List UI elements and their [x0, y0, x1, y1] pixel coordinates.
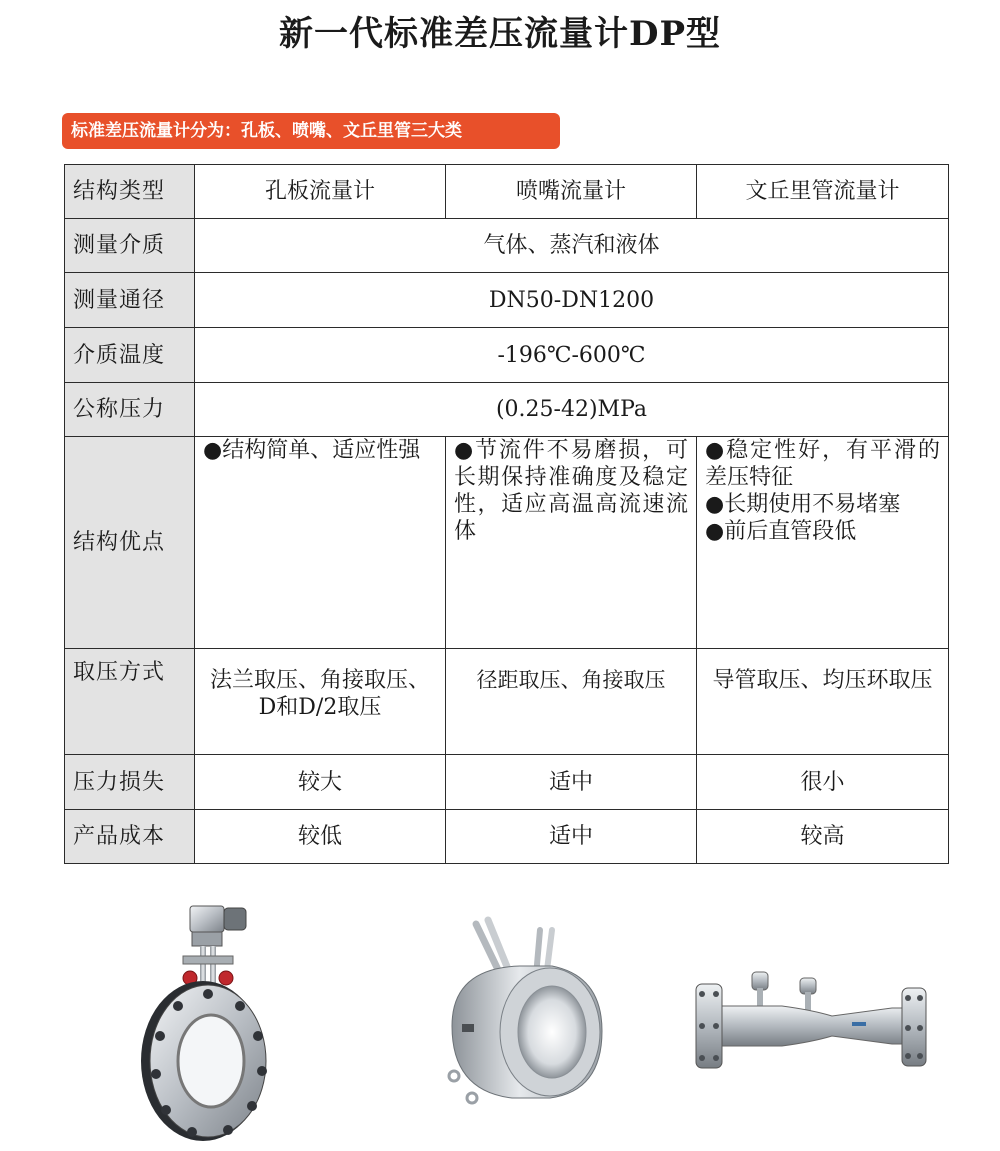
tapping-venturi: 导管取压、均压环取压 [697, 649, 949, 755]
diameter-value: DN50-DN1200 [195, 273, 949, 328]
cost-orifice: 较低 [195, 810, 446, 864]
table-row-cost [65, 810, 949, 864]
row-label-advantages: 结构优点 [65, 437, 195, 649]
col-header-nozzle: 喷嘴流量计 [446, 165, 697, 219]
venturi-flowmeter-photo [682, 964, 942, 1074]
nozzle-flowmeter-photo [432, 916, 612, 1116]
spec-table [64, 164, 949, 864]
cost-nozzle: 适中 [446, 810, 697, 864]
table-row-structure-type [65, 165, 949, 219]
row-label-medium: 测量介质 [65, 219, 195, 273]
row-label-diameter: 测量通径 [65, 273, 195, 328]
page-title: 新一代标准差压流量计DP型 [278, 14, 722, 54]
category-banner: 标准差压流量计分为：孔板、喷嘴、文丘里管三大类 [62, 113, 560, 149]
col-header-venturi: 文丘里管流量计 [697, 165, 949, 219]
table-row-advantages [65, 437, 949, 649]
table-row-medium [65, 219, 949, 273]
table-row-tapping [65, 649, 949, 755]
col-header-orifice: 孔板流量计 [195, 165, 446, 219]
advantage-nozzle: ●节流件不易磨损，可长期保持准确度及稳定性，适应高温高流速流体 [446, 437, 697, 649]
cost-venturi: 较高 [697, 810, 949, 864]
loss-orifice: 较大 [195, 755, 446, 810]
pressure-value: (0.25-42)MPa [195, 383, 949, 437]
table-row-diameter [65, 273, 949, 328]
orifice-flowmeter-photo [128, 896, 288, 1146]
temperature-value: -196℃-600℃ [195, 328, 949, 383]
medium-value: 气体、蒸汽和液体 [195, 219, 949, 273]
advantage-orifice: ●结构简单、适应性强 [195, 437, 446, 649]
loss-nozzle: 适中 [446, 755, 697, 810]
row-label-pressure: 公称压力 [65, 383, 195, 437]
row-label-cost: 产品成本 [65, 810, 195, 864]
table-row-temperature [65, 328, 949, 383]
loss-venturi: 很小 [697, 755, 949, 810]
row-label-tapping: 取压方式 [65, 649, 195, 755]
table-row-pressure [65, 383, 949, 437]
table-row-loss [65, 755, 949, 810]
advantage-venturi: ●稳定性好，有平滑的差压特征 ●长期使用不易堵塞 ●前后直管段低 [697, 437, 949, 649]
tapping-nozzle: 径距取压、角接取压 [446, 649, 697, 755]
row-label-temperature: 介质温度 [65, 328, 195, 383]
product-images [0, 890, 1000, 1151]
row-label-loss: 压力损失 [65, 755, 195, 810]
row-label-structure-type: 结构类型 [65, 165, 195, 219]
tapping-orifice: 法兰取压、角接取压、D和D/2取压 [195, 649, 446, 755]
